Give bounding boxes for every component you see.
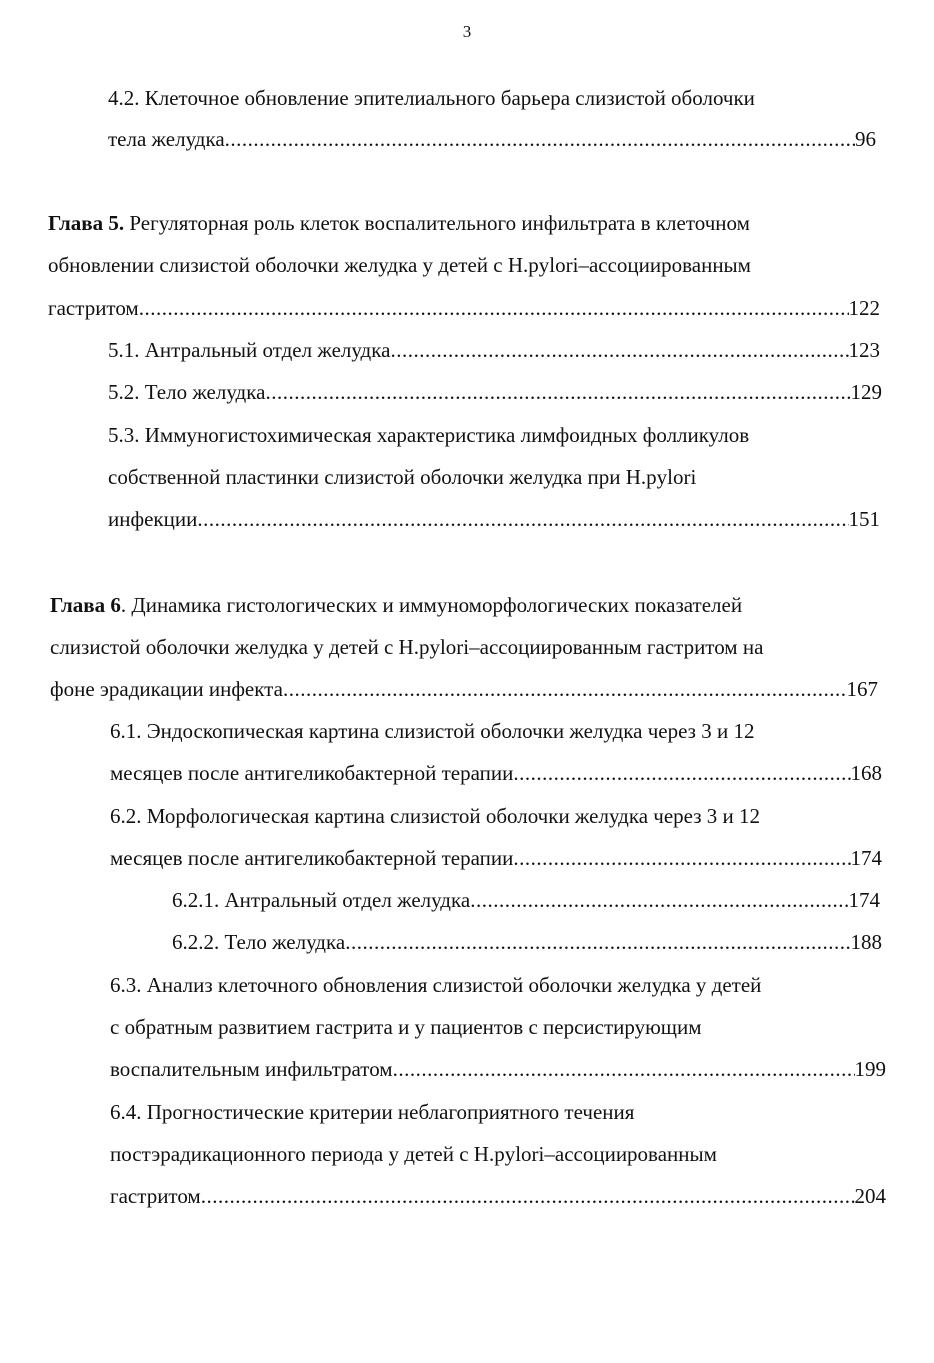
toc-page-number: 168 xyxy=(850,761,882,785)
toc-text: 6.2.1. Антральный отдел желудка xyxy=(172,888,471,912)
toc-entry-5-1[interactable] xyxy=(108,333,880,367)
toc-page-number: 204 xyxy=(854,1184,886,1208)
toc-text: . Динамика гистологических и иммуноморфологических показателей xyxy=(120,593,743,617)
toc-entry-6-2-2[interactable] xyxy=(172,925,882,959)
toc-page-number: 151 xyxy=(848,507,880,531)
toc-text: 5.1. Антральный отдел желудка xyxy=(108,338,391,362)
toc-text: фоне эрадикации инфекта xyxy=(50,677,283,701)
toc-entry-6-2-line-1 xyxy=(110,799,760,833)
dot-leader xyxy=(513,756,850,790)
toc-text: воспалительным инфильтратом xyxy=(110,1057,393,1081)
toc-page-number: 96 xyxy=(855,127,876,151)
toc-entry-6-4-line-2 xyxy=(110,1137,717,1171)
toc-text: обновлении слизистой оболочки желудка у детей с H.pylori–ассоциированным xyxy=(48,253,751,277)
chapter-6-line-1 xyxy=(50,588,742,622)
toc-text: 5.3. Иммуногистохимическая характеристика лимфоидных фолликулов xyxy=(108,423,750,447)
chapter-5-line-3[interactable] xyxy=(48,291,880,325)
toc-page-number: 174 xyxy=(850,846,882,870)
toc-page-number: 188 xyxy=(850,930,882,954)
toc-entry-6-3-line-1 xyxy=(110,968,761,1002)
toc-text: 6.2.2. Тело желудка xyxy=(172,930,346,954)
toc-text: инфекции xyxy=(108,507,198,531)
dot-leader xyxy=(513,841,850,875)
toc-text: 6.2. Морфологическая картина слизистой оболочки желудка через 3 и 12 xyxy=(110,804,761,828)
dot-leader xyxy=(265,375,850,409)
toc-entry-5-2[interactable] xyxy=(108,375,882,409)
toc-text: постэрадикационного периода у детей с H.pylori–ассоциированным xyxy=(110,1142,717,1166)
page-number: 3 xyxy=(462,22,472,41)
toc-text: гастритом xyxy=(110,1184,201,1208)
dot-leader xyxy=(345,925,850,959)
toc-page-number: 129 xyxy=(850,380,882,404)
toc-text: 5.2. Тело желудка xyxy=(108,380,266,404)
toc-entry-4-2-line-1 xyxy=(108,81,755,115)
dot-leader xyxy=(393,1052,855,1086)
toc-entry-5-3-line-1 xyxy=(108,418,749,452)
chapter-6-line-3[interactable] xyxy=(50,672,878,706)
dot-leader xyxy=(470,883,848,917)
toc-text: 4.2. Клеточное обновление эпителиального барьера слизистой оболочки xyxy=(108,86,755,110)
toc-text: месяцев после антигеликобактерной терапии xyxy=(110,761,514,785)
toc-entry-6-2-1[interactable] xyxy=(172,883,880,917)
toc-page-number: 199 xyxy=(854,1057,886,1081)
toc-text: 6.3. Анализ клеточного обновления слизистой оболочки желудка у детей xyxy=(110,973,762,997)
dot-leader xyxy=(225,122,855,156)
toc-text: Регуляторная роль клеток воспалительного инфильтрата в клеточном xyxy=(124,211,750,235)
chapter-label: Глава 5. xyxy=(48,211,125,235)
toc-entry-6-4-line-1 xyxy=(110,1095,634,1129)
toc-text: 6.1. Эндоскопическая картина слизистой оболочки желудка через 3 и 12 xyxy=(110,719,755,743)
toc-entry-6-4-line-3[interactable] xyxy=(110,1179,886,1213)
toc-page-number: 167 xyxy=(846,677,878,701)
toc-page-number: 174 xyxy=(848,888,880,912)
toc-text: гастритом xyxy=(48,296,139,320)
toc-entry-6-1-line-1 xyxy=(110,714,754,748)
dot-leader xyxy=(197,502,848,536)
toc-entry-6-3-line-3[interactable] xyxy=(110,1052,886,1086)
chapter-label: Глава 6 xyxy=(50,593,121,617)
toc-text: тела желудка xyxy=(108,127,225,151)
toc-text: слизистой оболочки желудка у детей с H.pylori–ассоциированным гастритом на xyxy=(50,635,764,659)
dot-leader xyxy=(139,291,849,325)
dot-leader xyxy=(390,333,848,367)
toc-entry-6-3-line-2 xyxy=(110,1010,702,1044)
toc-entry-6-1-line-2[interactable] xyxy=(110,756,882,790)
toc-text: собственной пластинки слизистой оболочки желудка при H.pylori xyxy=(108,465,697,489)
chapter-5-line-2 xyxy=(48,248,751,282)
toc-entry-4-2-line-2[interactable] xyxy=(108,122,876,156)
toc-text: 6.4. Прогностические критерии неблагоприятного течения xyxy=(110,1100,635,1124)
toc-text: с обратным развитием гастрита и у пациентов с персистирующим xyxy=(110,1015,702,1039)
chapter-6-line-2 xyxy=(50,630,763,664)
toc-page-number: 122 xyxy=(848,296,880,320)
toc-entry-6-2-line-2[interactable] xyxy=(110,841,882,875)
toc-text: месяцев после антигеликобактерной терапии xyxy=(110,846,514,870)
toc-entry-5-3-line-3[interactable] xyxy=(108,502,880,536)
dot-leader xyxy=(201,1179,855,1213)
toc-entry-5-3-line-2 xyxy=(108,460,696,494)
dot-leader xyxy=(283,672,847,706)
chapter-5-line-1 xyxy=(48,206,750,240)
toc-page-number: 123 xyxy=(848,338,880,362)
